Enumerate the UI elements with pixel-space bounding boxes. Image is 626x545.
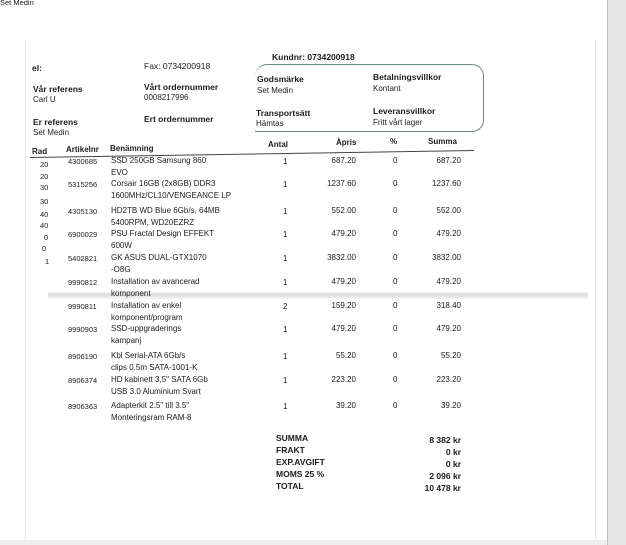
row-article-number: 4300685 [68,157,98,166]
vart-ordernummer-label: Vårt ordernummer [144,82,219,92]
row-discount: 0 [393,375,398,384]
rad-mark: 0 [42,244,47,253]
row-quantity: 1 [283,352,288,361]
row-quantity: 1 [283,207,288,216]
var-referens-label: Vår referens [33,84,83,94]
row-line-total: 3832.00 [432,253,461,262]
row-rad: 1 [45,257,50,266]
column-header-artikelnr: Artikelnr [66,145,99,154]
row-line-total: 552.00 [436,206,461,215]
betalningsvillkor-label: Betalningsvillkor [373,72,442,82]
row-quantity: 1 [283,402,288,411]
row-unit-price: 1237.60 [327,179,356,188]
row-rad: 0 [44,233,49,242]
row-line-total: 687.20 [436,156,461,165]
row-quantity: 1 [283,157,288,166]
row-unit-price: 55.20 [335,351,356,360]
row-rad: 30 [40,183,49,192]
row-line-total: 318.40 [436,301,461,310]
row-rad: 20 [40,160,49,169]
row-description: Kbl Serial-ATA 6Gb/s [111,351,186,360]
row-article-number: 6900029 [68,230,98,239]
row-article-number: 4305130 [68,207,98,216]
row-description: komponent [111,289,151,298]
totals-value-expavgift: 0 kr [445,459,461,469]
row-unit-price: 479.20 [331,324,356,333]
godsmarke-label: Godsmärke [257,74,304,84]
totals-label-summa: SUMMA [276,433,309,443]
row-discount: 0 [393,277,398,286]
row-article-number: 8906363 [68,402,98,411]
row-discount: 0 [393,206,398,215]
row-description: Installation av avancerad [111,277,200,286]
row-article-number: 5402821 [68,254,98,263]
row-description: -O8G [111,265,131,274]
row-article-number: 8906190 [68,352,98,361]
totals-value-summa: 8 382 kr [429,435,461,445]
godsmarke-value: Set Medin [257,86,294,95]
transportsatt-value: Hämtas [256,119,284,128]
row-description: Adapterkit 2.5" till 3.5" [111,401,190,410]
document-edge-right [595,40,596,540]
row-unit-price: 223.20 [331,375,356,384]
totals-label-frakt: FRAKT [276,445,305,455]
row-line-total: 479.20 [436,324,461,333]
totals-label-total: TOTAL [276,481,304,491]
row-description: HD2TB WD Blue 6Gb/s, 64MB [111,206,220,215]
row-unit-price: 479.20 [331,229,356,238]
row-line-total: 1237.60 [432,179,461,188]
row-discount: 0 [393,179,398,188]
row-description: 5400RPM, WD20EZRZ [111,218,195,227]
row-description: GK ASUS DUAL-GTX1070 [111,253,207,262]
row-description: clips 0.5m SATA-1001-K [111,363,198,372]
betalningsvillkor-value: Kontant [373,84,401,93]
row-quantity: 1 [283,230,288,239]
row-line-total: 55.20 [440,351,461,360]
row-description: kampanj [111,336,142,345]
row-description: SSD 250GB Samsung 860 [111,156,207,165]
column-header-summa: Summa [428,137,457,146]
row-unit-price: 39.20 [335,401,356,410]
totals-value-total: 10 478 kr [424,483,461,493]
row-unit-price: 479.20 [331,277,356,286]
column-header-antal: Antal [268,140,288,149]
vart-ordernummer-value: 0008217996 [144,93,189,102]
row-line-total: 223.20 [436,375,461,384]
row-article-number: 9990811 [68,302,97,311]
row-description: HD kabinett 3,5" SATA 6Gb [111,375,208,384]
row-quantity: 1 [283,325,288,334]
document-edge-left [25,40,26,540]
ert-ordernummer-label: Ert ordernummer [144,114,214,124]
row-description: 600W [111,241,132,250]
totals-value-moms: 2 096 kr [429,471,461,481]
row-discount: 0 [393,229,398,238]
row-quantity: 1 [283,376,288,385]
var-referens-value: Carl U [33,95,56,104]
row-discount: 0 [393,156,398,165]
row-description: komponent/program [111,313,183,322]
column-header-benamning: Benämning [110,144,154,153]
row-line-total: 479.20 [436,277,461,286]
row-description: SSD-uppgraderings [111,324,182,333]
customer-number: Kundnr: 0734200918 [272,52,355,62]
transportsatt-label: Transportsätt [256,108,311,118]
rad-mark: 30 [40,197,49,206]
row-line-total: 39.20 [440,401,461,410]
viewer-frame-bottom [0,540,607,545]
leveransvillkor-value: Fritt vårt lager [373,118,423,127]
row-discount: 0 [393,253,398,262]
row-unit-price: 687.20 [331,156,356,165]
column-header-rad: Rad [32,147,48,156]
row-quantity: 1 [283,278,288,287]
row-quantity: 1 [283,254,288,263]
column-header-percent: % [390,137,398,146]
row-quantity: 1 [283,180,288,189]
totals-label-moms: MOMS 25 % [276,469,325,479]
row-description: Corsair 16GB (2x8GB) DDR3 [111,179,216,188]
viewer-frame-right [607,0,626,545]
er-referens-value: Set Medin [33,128,70,137]
row-rad: 40 [40,210,49,219]
row-description: PSU Fractal Design EFFEKT [111,229,215,238]
row-unit-price: 552.00 [331,206,356,215]
column-header-apris: Àpris [336,138,357,147]
tel-label: el: [32,63,42,73]
row-description: Installation av enkel [111,301,182,310]
leveransvillkor-label: Leveransvillkor [373,106,436,116]
fax-number: Fax: 0734200918 [144,61,211,71]
row-article-number: 5315256 [68,180,98,189]
row-discount: 0 [393,301,398,310]
row-description: USB 3.0 Aluminium Svart [111,387,201,396]
row-discount: 0 [393,351,398,360]
totals-value-frakt: 0 kr [445,447,461,457]
rad-mark: 20 [40,172,49,181]
er-referens-label: Er referens [33,117,78,127]
row-line-total: 479.20 [436,229,461,238]
row-article-number: 9990903 [68,325,98,334]
row-discount: 0 [393,401,398,410]
row-discount: 0 [393,324,398,333]
row-article-number: 9990812 [68,278,98,287]
row-unit-price: 3832.00 [327,253,356,262]
totals-label-expavgift: EXP.AVGIFT [276,457,325,467]
row-unit-price: 159.20 [331,301,356,310]
row-description: Monteringsram RAM-8 [111,413,192,422]
row-article-number: 8906374 [68,376,98,385]
row-quantity: 2 [283,302,288,311]
rad-mark: 40 [40,221,49,230]
company-name: Set Medin [0,0,34,7]
row-description: EVO [111,168,128,177]
row-description: 1600MHz/CL10/VENGEANCE LP [111,191,232,200]
